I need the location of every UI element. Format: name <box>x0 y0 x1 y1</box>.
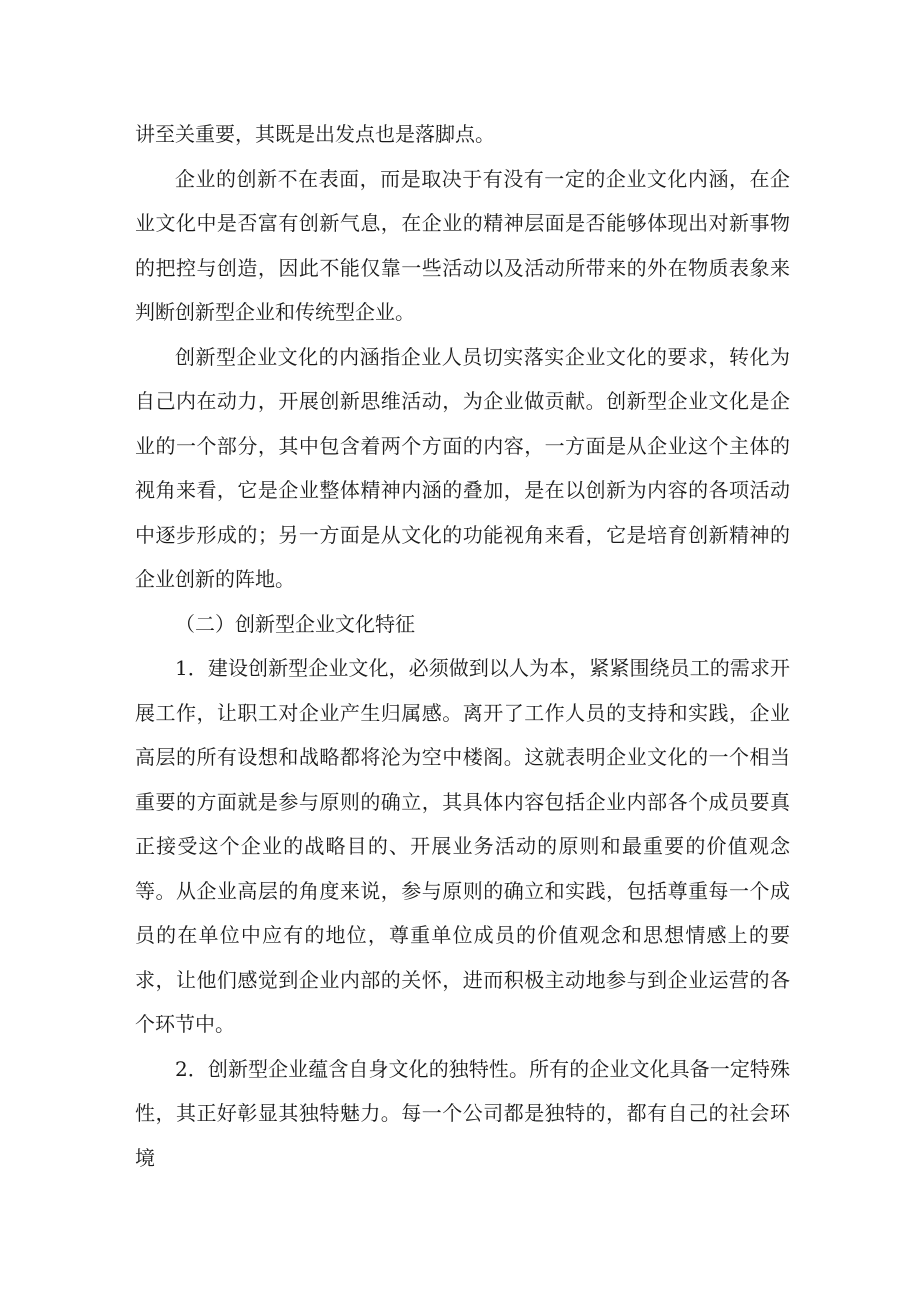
section-heading: （二）创新型企业文化特征 <box>175 611 415 636</box>
paragraph-culture-connotation: 创新型企业文化的内涵指企业人员切实落实企业文化的要求，转化为自己内在动力，开展创新思维活动，为企业做贡献。创新型企业文化是企业的一个部分，其中包含着两个方面的内容，一方面是从企业这个主体的视角来看，它是企业整体精神内涵的叠加，是在以创新为内容的各项活动中逐步形成的；另一方面是从文化的功能视角来看，它是培育创新精神的企业创新的阵地。 <box>135 344 790 591</box>
paragraph-point-1: 1．建设创新型企业文化，必须做到以人为本，紧紧围绕员工的需求开展工作，让职工对企业产生归属感。离开了工作人员的支持和实践，企业高层的所有设想和战略都将沦为空中楼阁。这就表明企业文化的一个相当重要的方面就是参与原则的确立，其具体内容包括企业内部各个成员要真正接受这个企业的战略目的、开展业务活动的原则和最重要的价值观念等。从企业高层的角度来说，参与原则的确立和实践，包括尊重每一个成员的在单位中应有的地位，尊重单位成员的价值观念和思想情感上的要求，让他们感觉到企业内部的关怀，进而积极主动地参与到企业运营的各个环节中。 <box>135 656 790 1036</box>
paragraph-point-2: 2．创新型企业蕴含自身文化的独特性。所有的企业文化具备一定特殊性，其正好彰显其独特魅力。每一个公司都是独特的，都有自己的社会环境 <box>135 1056 790 1170</box>
document-body <box>135 112 790 1180</box>
paragraph-innovation-surface: 企业的创新不在表面，而是取决于有没有一定的企业文化内涵，在企业文化中是否富有创新气息，在企业的精神层面是否能够体现出对新事物的把控与创造，因此不能仅靠一些活动以及活动所带来的外在物质表象来判断创新型企业和传统型企业。 <box>135 166 790 324</box>
paragraph-continuation: 讲至关重要，其既是出发点也是落脚点。 <box>135 122 495 146</box>
